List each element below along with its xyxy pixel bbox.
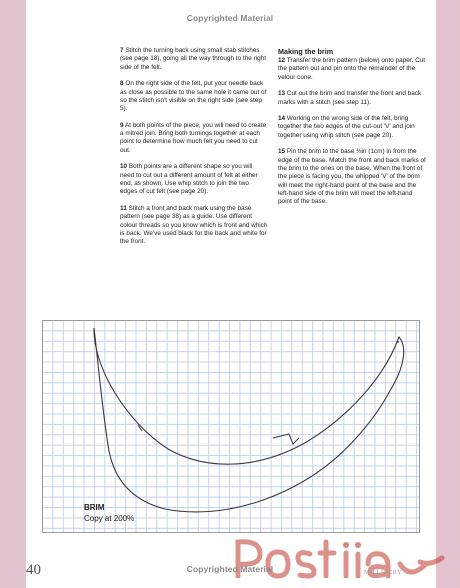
brim-pattern-shape — [43, 321, 419, 532]
step-12: 12 Transfer the brim pattern (below) onto paper. Cut the pattern out and pin onto the remainder of the velour cone. — [278, 57, 426, 81]
front-point-mark — [397, 341, 399, 343]
instructions-left-column — [120, 47, 268, 255]
step-11: 11 Stitch a front and back mark using the base pattern (see page 38) as a guide. Use different colour threads so you know which is front and which is back. We've used black for the back and white for the front. — [120, 204, 268, 246]
step-13: 13 Cut out the brim and transfer the front and back marks with a stitch (see step 11). — [278, 90, 422, 106]
step-7: 7 Stitch the turning back using small stab stitches (see page 18), going all the way through to the right side of the felt. — [120, 47, 267, 71]
step-14: 14 Working on the wrong side of the felt, bring together the two edges of the cut-out 'V' and join together using whip stitch (see page 20). — [278, 115, 415, 139]
step-8: 8 On the right side of the felt, put your needle back as close as possible to the same hole it came out of so the stitch isn't visible on the right side (see step 5). — [120, 80, 267, 113]
v-notch-mark — [273, 434, 299, 444]
page-number: 40 — [26, 562, 41, 578]
section-name: MILLINERY — [364, 570, 403, 576]
step-10: 10 Both points are a different shape so you will need to cut out a different amount of felt at either end, as shown. Use whip stitch to join the two edges of cut felt (see page 20). — [120, 163, 258, 196]
watermark-logo — [230, 536, 448, 582]
pattern-subtitle: Copy at 200% — [84, 514, 135, 523]
copyright-footer: Copyrighted Material — [186, 564, 274, 574]
pattern-title: BRIM — [84, 503, 105, 512]
pattern-label — [84, 502, 134, 524]
section-heading: Making the brim — [278, 47, 334, 56]
instructions-right-column — [278, 47, 426, 215]
step-9: 9 At both points of the piece, you will need to create a mitred join. Bring both turnings together at each point to determine how much felt you need to cut out. — [120, 121, 267, 154]
copyright-header: Copyrighted Material — [186, 13, 274, 23]
step-15: 15 Pin the brim to the base ⅜in (1cm) in from the edge of the base. Match the front and back marks of the brim to the ones on the base. When the front of the piece is facing you, the whipped 'V' of the brim will meet the right-hand point of the base and the left-hand side of the brim will meet the left-hand point of the base. — [278, 148, 426, 206]
brim-outline — [94, 328, 404, 512]
